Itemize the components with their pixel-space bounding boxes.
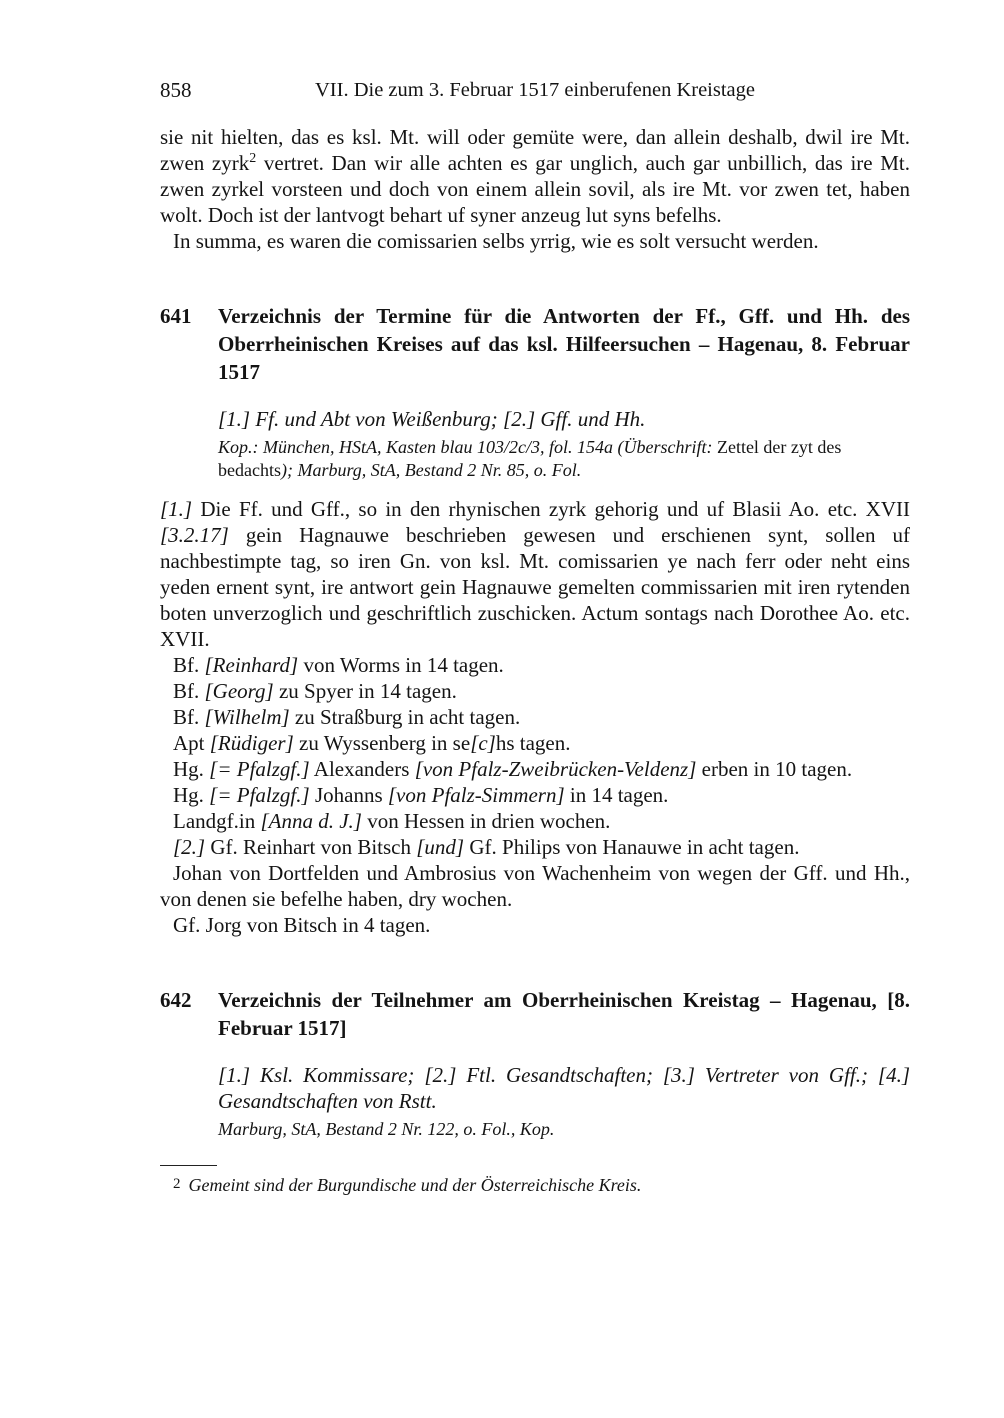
entry-642-summary: [1.] Ksl. Kommissare; [2.] Ftl. Gesandtschaften; [3.] Vertreter von Gff.; [4.] Gesandtschaften von Rstt.: [218, 1063, 910, 1113]
entry-642-source-note: Marburg, StA, Bestand 2 Nr. 122, o. Fol., Kop.: [218, 1119, 555, 1139]
page-number: 858: [160, 78, 192, 102]
running-header: [160, 78, 910, 102]
intro-paragraph-2: In summa, es waren die comissarien selbs yrrig, wie es solt versucht werden.: [173, 229, 819, 253]
footnote-text: Gemeint sind der Burgundische und der Österreichische Kreis.: [188, 1175, 642, 1195]
list-item: Bf. [Wilhelm] zu Straßburg in acht tagen.: [173, 705, 521, 729]
entry-641-title: Verzeichnis der Termine für die Antworten der Ff., Gff. und Hh. des Oberrheinischen Kreises auf das ksl. Hilfeersuchen – Hagenau, 8. Februar 1517: [218, 304, 910, 384]
entry-641-source-note: Kop.: München, HStA, Kasten blau 103/2c/3, fol. 154a (Überschrift: Zettel der zyt des bedachts); Marburg, StA, Bestand 2 Nr. 85, o. Fol.: [218, 437, 842, 480]
running-head-title: VII. Die zum 3. Februar 1517 einberufenen Kreistage: [314, 79, 756, 101]
text-block: [160, 78, 910, 1197]
footnote-line: [160, 1172, 910, 1197]
list-item: Bf. [Georg] zu Spyer in 14 tagen.: [173, 679, 457, 703]
entry-642: [160, 986, 910, 1141]
list-item: Hg. [= Pfalzgf.] Johanns [von Pfalz-Simmern] in 14 tagen.: [173, 783, 669, 807]
list-item: Landgf.in [Anna d. J.] von Hessen in drien wochen.: [173, 809, 611, 833]
entry-642-title: Verzeichnis der Teilnehmer am Oberrheinischen Kreistag – Hagenau, [8. Februar 1517]: [218, 988, 910, 1040]
intro-paragraph: sie nit hielten, das es ksl. Mt. will oder gemüte were, dan allein deshalb, dwil ire Mt. zwen zyrk$^2$ vertret. Dan wir alle achten es gar unglich, auch gar unbillich, das ire Mt. zwen zyrkel vorsteen und doch von einem allein sovil, als ire Mt. vor zwen tet, haben wolt. Doch ist der lantvogt behart uf syner anzeug lut syns befelhs.: [160, 125, 910, 227]
entry-641-number: 641: [160, 304, 192, 328]
entry-641-response-list: [160, 652, 910, 938]
footnote-rule: [160, 1165, 217, 1166]
list-item: [2.] Gf. Reinhart von Bitsch [und] Gf. Philips von Hanauwe in acht tagen.: [173, 835, 800, 859]
entry-641: [160, 302, 910, 938]
entry-641-heading: [160, 302, 910, 386]
list-item: Apt [Rüdiger] zu Wyssenberg in se[c]hs tagen.: [173, 731, 571, 755]
list-item: Gf. Jorg von Bitsch in 4 tagen.: [173, 913, 431, 937]
entry-641-summary: [1.] Ff. und Abt von Weißenburg; [2.] Gff. und Hh.: [218, 407, 646, 431]
footnote: [160, 1165, 910, 1197]
entry-641-body: [1.] Die Ff. und Gff., so in den rhynischen zyrk gehorig und uf Blasii Ao. etc. XVII [3.2.17] gein Hagnauwe beschrieben gewesen und erschienen synt, sollen uf nachbestimpte tag, so iren Gn. von ksl. Mt. comissarien ye nach ferr oder neht eins yeden ernent synt, ire antwort gein Hagnauwe gemelten commissarien mit iren rytenden boten unverzoglich und geschriftlich zuschicken. Actum sontags nach Dorothee Ao. etc. XVII.: [160, 497, 910, 651]
footnote-marker: 2: [173, 1176, 181, 1192]
entry-642-number: 642: [160, 988, 192, 1012]
list-item: Bf. [Reinhard] von Worms in 14 tagen.: [173, 653, 504, 677]
list-item: Johan von Dortfelden und Ambrosius von Wachenheim von wegen der Gff. und Hh., von denen sie befelhe haben, dry wochen.: [160, 861, 910, 911]
list-item: Hg. [= Pfalzgf.] Alexanders [von Pfalz-Zweibrücken-Veldenz] erben in 10 tagen.: [173, 757, 853, 781]
entry-642-heading: [160, 986, 910, 1042]
